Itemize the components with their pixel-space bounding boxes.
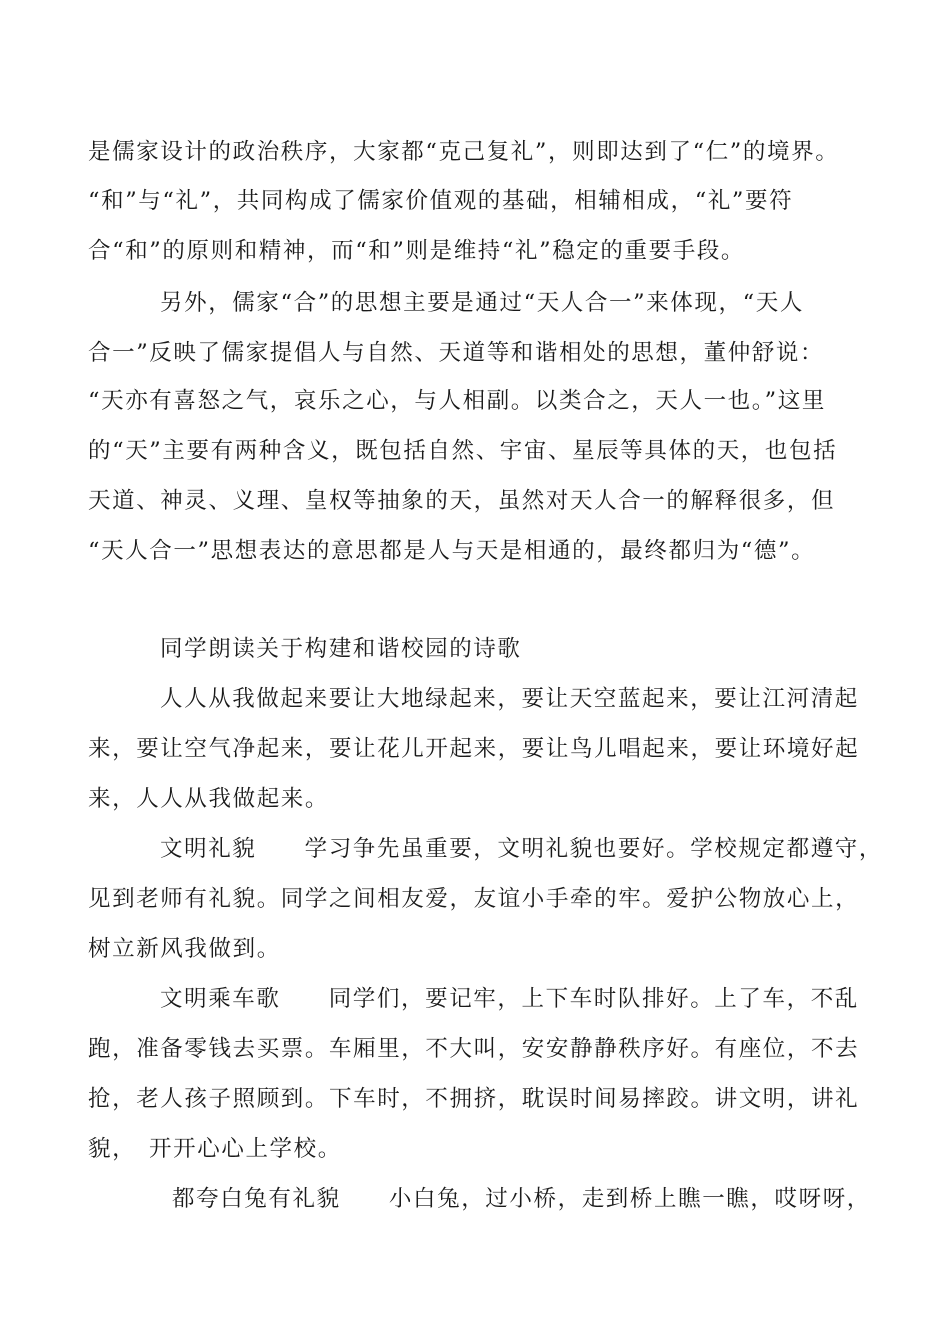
paragraph-2-line-3: “天亦有喜怒之气，哀乐之心，与人相副。以类合之，天人一也。”这里 xyxy=(88,388,826,414)
paragraph-2-line-6: “天人合一”思想表达的意思都是人与天是相通的，最终都归为“德”。 xyxy=(88,538,816,564)
paragraph-2-line-2: 合一”反映了儒家提倡人与自然、天道等和谐相处的思想，董仲舒说： xyxy=(88,340,825,366)
paragraph-2-line-1: 另外，儒家“合”的思想主要是通过“天人合一”来体现，“天人 xyxy=(160,290,804,316)
poem-2-line-3: 树立新风我做到。 xyxy=(88,936,281,962)
paragraph-1-line-1: 是儒家设计的政治秩序，大家都“克己复礼”，则即达到了“仁”的境界。 xyxy=(88,139,840,165)
poem-3-line-3: 抢，老人孩子照顾到。下车时，不拥挤，耽误时间易摔跤。讲文明，讲礼 xyxy=(88,1086,860,1112)
poem-2-line-1: 文明礼貌 学习争先虽重要，文明礼貌也要好。学校规定都遵守， xyxy=(160,836,884,862)
poem-1-line-3: 来，人人从我做起来。 xyxy=(88,786,330,812)
poem-3-line-1: 文明乘车歌 同学们，要记牢，上下车时队排好。上了车，不乱 xyxy=(160,986,859,1012)
poem-4-line-1: 都夸白兔有礼貌 小白兔，过小桥，走到桥上瞧一瞧，哎呀呀， xyxy=(172,1186,871,1212)
paragraph-2-line-4: 的“天”主要有两种含义，既包括自然、宇宙、星辰等具体的天，也包括 xyxy=(88,438,838,464)
poem-3-line-4: 貌， 开开心心上学校。 xyxy=(88,1136,342,1162)
paragraph-1-line-3: 合“和”的原则和精神，而“和”则是维持“礼”稳定的重要手段。 xyxy=(88,238,746,264)
paragraph-1-line-2: “和”与“礼”，共同构成了儒家价值观的基础，相辅相成，“礼”要符 xyxy=(88,188,794,214)
paragraph-2-line-5: 天道、神灵、义理、皇权等抽象的天，虽然对天人合一的解释很多，但 xyxy=(88,488,836,514)
poem-1-line-2: 来，要让空气净起来，要让花儿开起来，要让鸟儿唱起来，要让环境好起 xyxy=(88,736,860,762)
poem-3-line-2: 跑，准备零钱去买票。车厢里，不大叫，安安静静秩序好。有座位，不去 xyxy=(88,1036,860,1062)
poem-1-line-1: 人人从我做起来要让大地绿起来，要让天空蓝起来，要让江河清起 xyxy=(160,686,859,712)
poem-section-heading: 同学朗读关于构建和谐校园的诗歌 xyxy=(160,636,522,662)
poem-2-line-2: 见到老师有礼貌。同学之间相友爱，友谊小手牵的牢。爱护公物放心上， xyxy=(88,886,860,912)
